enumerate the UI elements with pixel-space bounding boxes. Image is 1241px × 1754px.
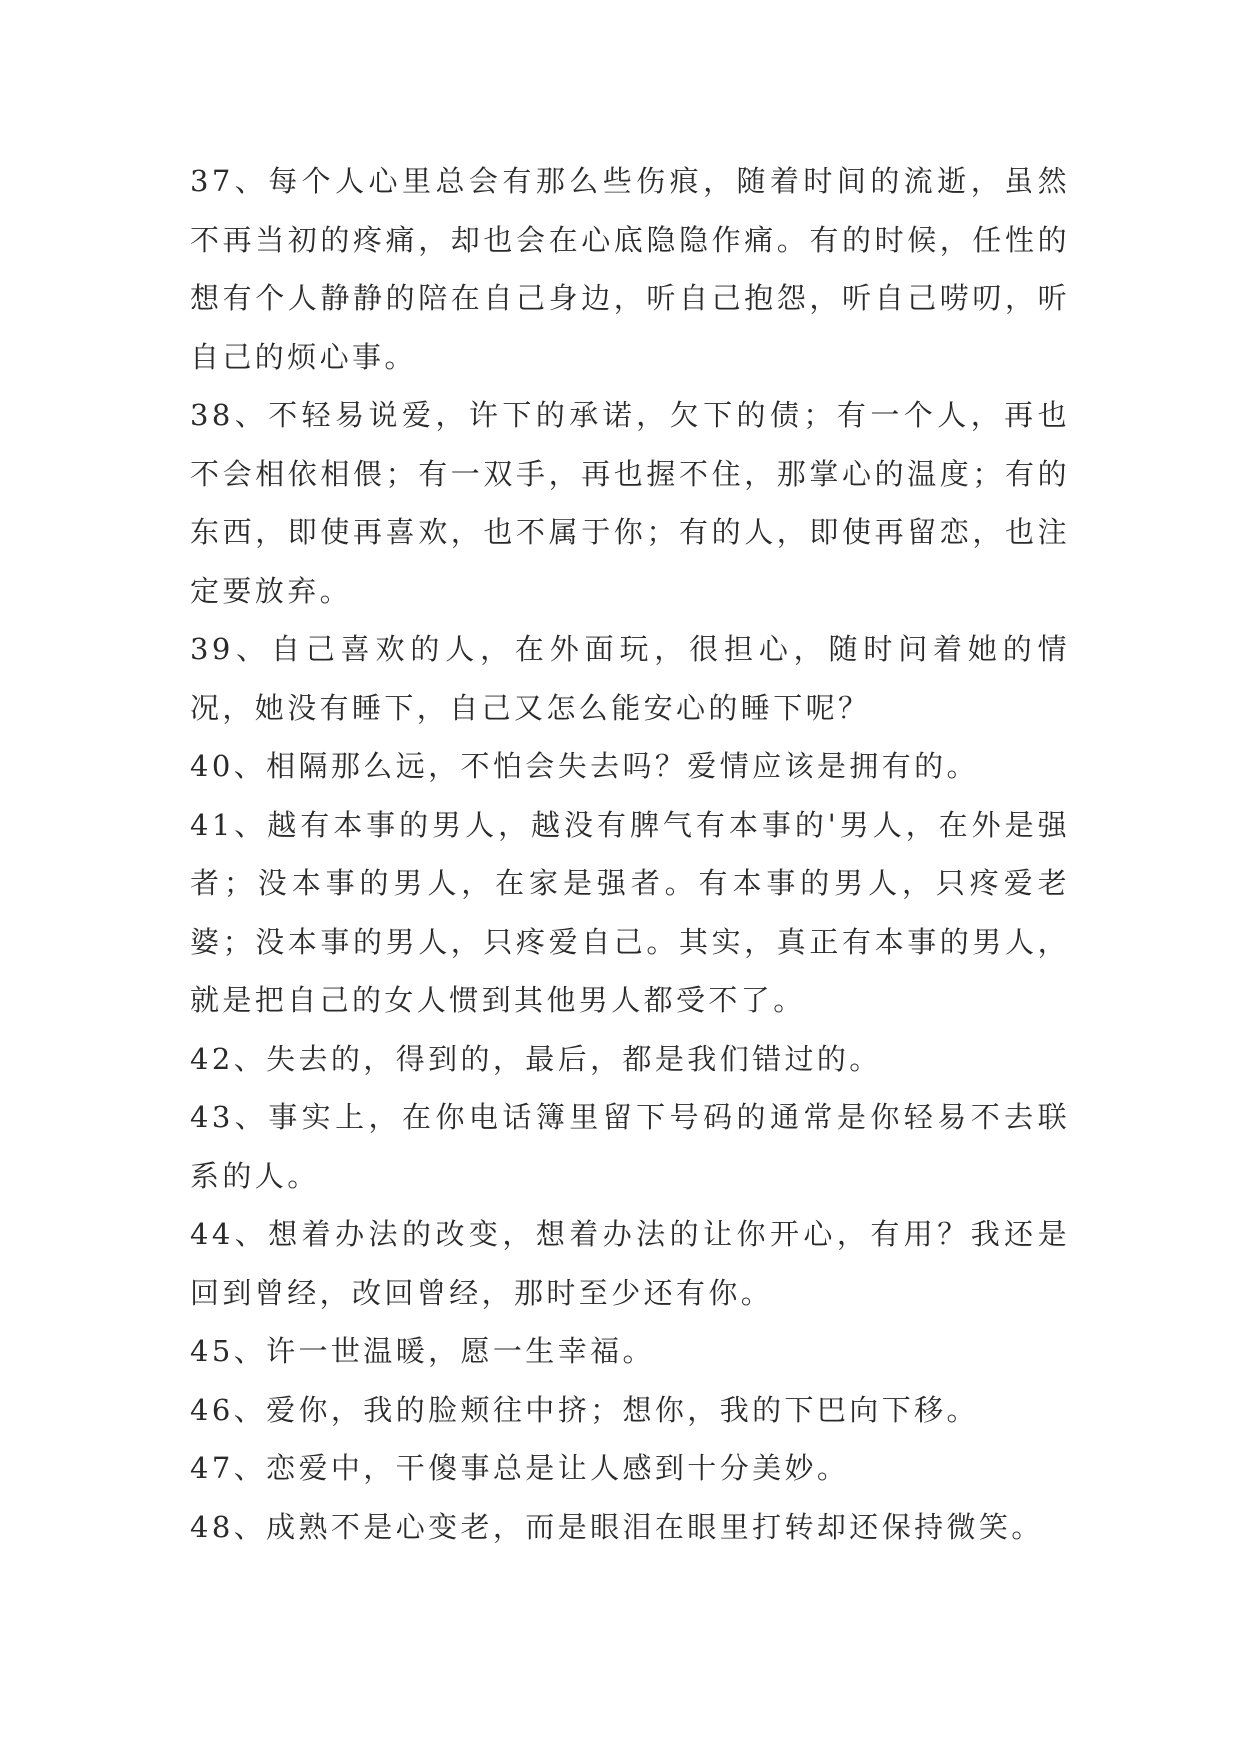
paragraph-39: 39、自己喜欢的人，在外面玩，很担心，随时问着她的情况，她没有睡下，自己又怎么能安心的睡下呢？ xyxy=(190,632,1070,725)
paragraph-46: 46、爱你，我的脸颊往中挤；想你，我的下巴向下移。 xyxy=(190,1392,979,1427)
paragraph-40: 40、相隔那么远，不怕会失去吗？爱情应该是拥有的。 xyxy=(190,749,979,783)
paragraph-42: 42、失去的，得到的，最后，都是我们错过的。 xyxy=(190,1041,882,1076)
paragraph-48: 48、成熟不是心变老，而是眼泪在眼里打转却还保持微笑。 xyxy=(190,1509,1044,1544)
paragraph-43: 43、事实上，在你电话簿里留下号码的通常是你轻易不去联系的人。 xyxy=(190,1100,1070,1193)
paragraph-38: 38、不轻易说爱，许下的承诺，欠下的债；有一个人，再也不会相依相偎；有一双手，再也握不住，那掌心的温度；有的东西，即使再喜欢，也不属于你；有的人，即使再留恋，也注定要放弃。 xyxy=(190,398,1070,608)
paragraph-37: 37、每个人心里总会有那么些伤痕，随着时间的流逝，虽然不再当初的疼痛，却也会在心底隐隐作痛。有的时候，任性的想有个人静静的陪在自己身边，听自己抱怨，听自己唠叨，听自己的烦心事。 xyxy=(190,164,1070,374)
paragraph-45: 45、许一世温暖，愿一生幸福。 xyxy=(190,1334,655,1368)
paragraph-41: 41、越有本事的男人，越没有脾气有本事的'男人，在外是强者；没本事的男人，在家是强者。有本事的男人，只疼爱老婆；没本事的男人，只疼爱自己。其实，真正有本事的男人，就是把自己的女人惯到其他男人都受不了。 xyxy=(190,807,1070,1017)
paragraph-47: 47、恋爱中，干傻事总是让人感到十分美妙。 xyxy=(190,1451,850,1485)
document-body xyxy=(190,152,1070,1556)
paragraph-44: 44、想着办法的改变，想着办法的让你开心，有用？我还是回到曾经，改回曾经，那时至少还有你。 xyxy=(190,1217,1070,1310)
